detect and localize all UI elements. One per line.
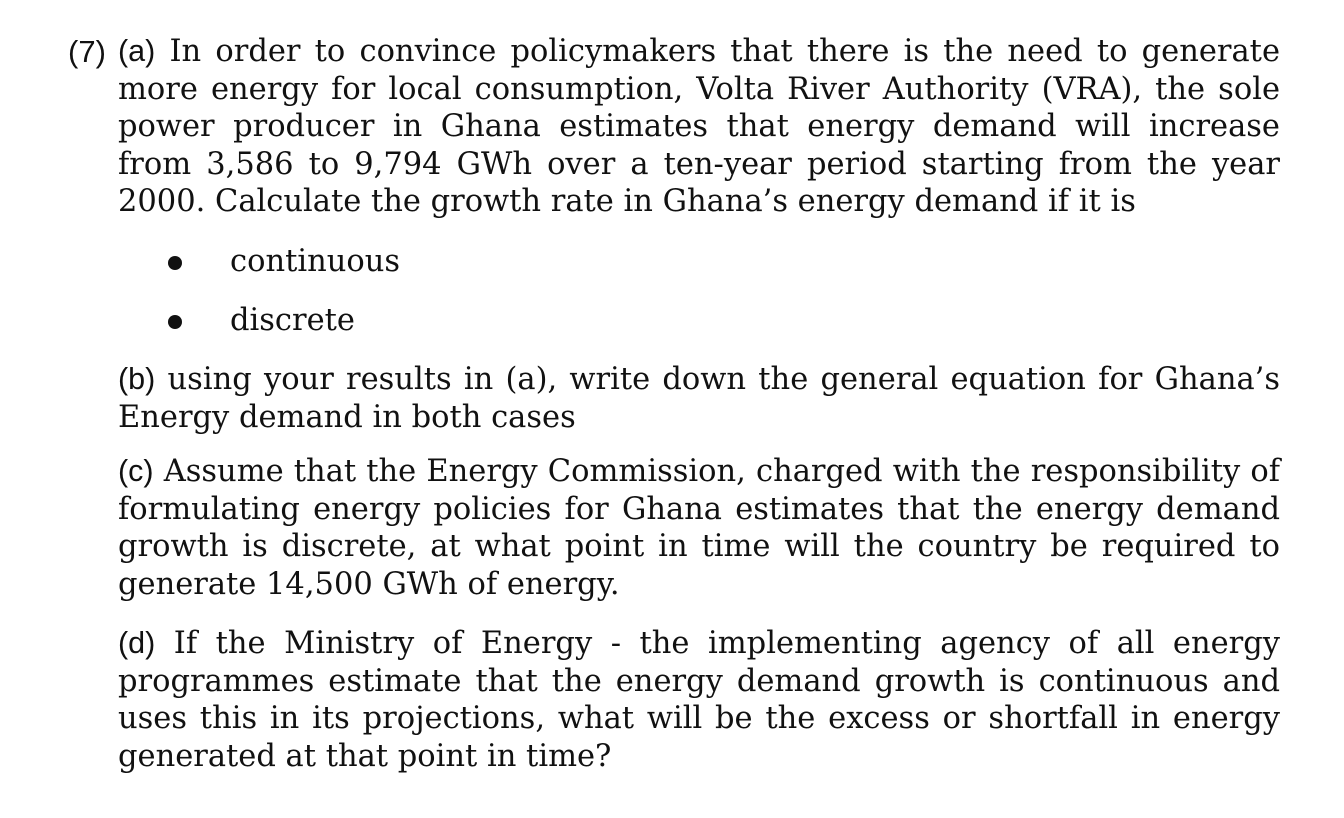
part-d-paragraph: [118, 625, 1280, 775]
part-a-text: In order to convince policymakers that there is the need to generate more energy for local consumption, Volta River Authority (VRA), the sole power producer in Ghana estimates that energy demand will increase from 3,586 to 9,794 GWh over a ten-year period starting from the year 2000. Calculate the growth rate in Ghana’s energy demand if it is: [118, 34, 1280, 219]
part-b-text: using your results in (a), write down the general equation for Ghana’s Energy demand in both cases: [118, 362, 1280, 435]
part-b-paragraph: [118, 361, 1280, 436]
bullet-text: continuous: [230, 244, 401, 279]
bullet-icon: [168, 315, 182, 329]
part-c-text: Assume that the Energy Commission, charged with the responsibility of formulating energy policies for Ghana estimates that the energy demand growth is discrete, at what point in time will the country be required to generate 14,500 GWh of energy.: [118, 454, 1280, 602]
part-c-paragraph: [118, 453, 1280, 603]
bullet-text: discrete: [230, 303, 355, 338]
part-d-text: If the Ministry of Energy - the implementing agency of all energy programmes estimate that the energy demand growth is continuous and uses this in its projections, what will be the excess or shortfall in energy generated at that point in time?: [118, 626, 1280, 774]
part-a-paragraph: [118, 33, 1280, 221]
part-d-label: (d): [118, 626, 156, 660]
part-a-label: (a): [118, 34, 156, 68]
part-b-label: (b): [118, 362, 156, 396]
bullet-icon: [168, 256, 182, 270]
question-number: (7): [68, 34, 106, 69]
part-c-label: (c): [118, 454, 154, 488]
